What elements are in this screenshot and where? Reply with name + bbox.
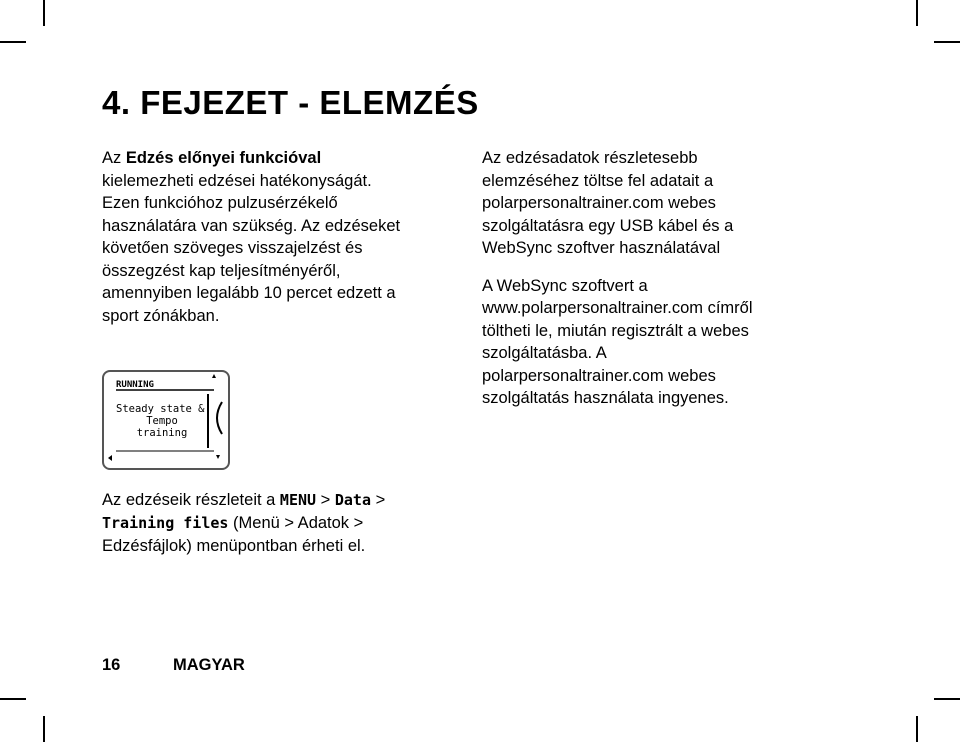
intro-line: [102, 147, 442, 170]
screen-header: RUNNING: [116, 380, 154, 390]
crop-mark: [916, 716, 918, 742]
intro-line: követően szöveges visszajelzést és: [102, 239, 363, 257]
text-line: WebSync szoftver használatával: [482, 239, 721, 257]
crop-mark: [0, 41, 26, 43]
data-label: Data: [334, 491, 371, 509]
intro-text: [102, 147, 442, 327]
upload-paragraph: [482, 147, 842, 260]
training-files-label: Training files: [102, 514, 229, 532]
separator: >: [316, 491, 335, 509]
crop-mark: [43, 716, 45, 742]
watch-display: [102, 370, 230, 470]
text-line: szolgáltatásba. A: [482, 344, 607, 362]
arrow-down-icon: [216, 455, 220, 459]
crop-mark: [0, 698, 26, 700]
crop-mark: [916, 0, 918, 26]
text-segment: (Menü > Adatok >: [228, 514, 364, 532]
text-line: Az edzésadatok részletesebb: [482, 149, 698, 167]
page-title: 4. FEJEZET - ELEMZÉS: [102, 84, 479, 121]
text-line: szolgáltatás használata ingyenes.: [482, 389, 729, 407]
intro-line: amennyiben legalább 10 percet edzett a: [102, 284, 396, 302]
menu-line: Edzésfájlok) menüpontban érheti el.: [102, 537, 366, 555]
menu-line: [102, 489, 522, 512]
intro-line: összegzést kap teljesítményéről,: [102, 261, 341, 280]
menu-label: MENU: [279, 491, 317, 509]
page-number: 16: [102, 656, 121, 674]
intro-line: Ezen funkcióhoz pulzusérzékelő: [102, 194, 338, 212]
bracket-icon: [217, 402, 222, 434]
text-line: elemzéséhez töltse fel adatait a: [482, 171, 714, 190]
arrow-left-icon: [108, 455, 112, 461]
crop-mark: [43, 0, 45, 26]
screen-line-2: Tempo: [146, 415, 178, 427]
watch-screen: [104, 372, 228, 468]
language-label: MAGYAR: [173, 656, 245, 674]
text-line: töltheti le, miután regisztrált a webes: [482, 321, 749, 340]
screen-line-1: Steady state &: [116, 403, 205, 415]
intro-line: kielemezheti edzései hatékonyságát.: [102, 171, 372, 190]
text-line: www.polarpersonaltrainer.com címről: [482, 299, 753, 317]
text-line: polarpersonaltrainer.com webes: [482, 194, 716, 212]
websync-text: [482, 147, 842, 410]
menu-path-text: [102, 489, 522, 558]
menu-line: [102, 512, 522, 535]
intro-line: használatára van szükség. Az edzéseket: [102, 216, 401, 235]
crop-mark: [934, 41, 960, 43]
intro-line-prefix: Az: [102, 149, 126, 167]
feature-name: Edzés előnyei funkcióval: [125, 149, 322, 167]
download-paragraph: [482, 275, 842, 410]
text-line: polarpersonaltrainer.com webes: [482, 366, 716, 385]
text-line: A WebSync szoftvert a: [482, 276, 648, 295]
intro-line: sport zónákban.: [102, 306, 220, 325]
screen-line-3: training: [136, 427, 188, 439]
separator: >: [370, 491, 386, 509]
crop-mark: [934, 698, 960, 700]
text-line: szolgáltatásra egy USB kábel és a: [482, 216, 734, 235]
text-segment: Az edzéseik részleteit a: [102, 491, 280, 509]
arrow-up-icon: [212, 374, 216, 378]
